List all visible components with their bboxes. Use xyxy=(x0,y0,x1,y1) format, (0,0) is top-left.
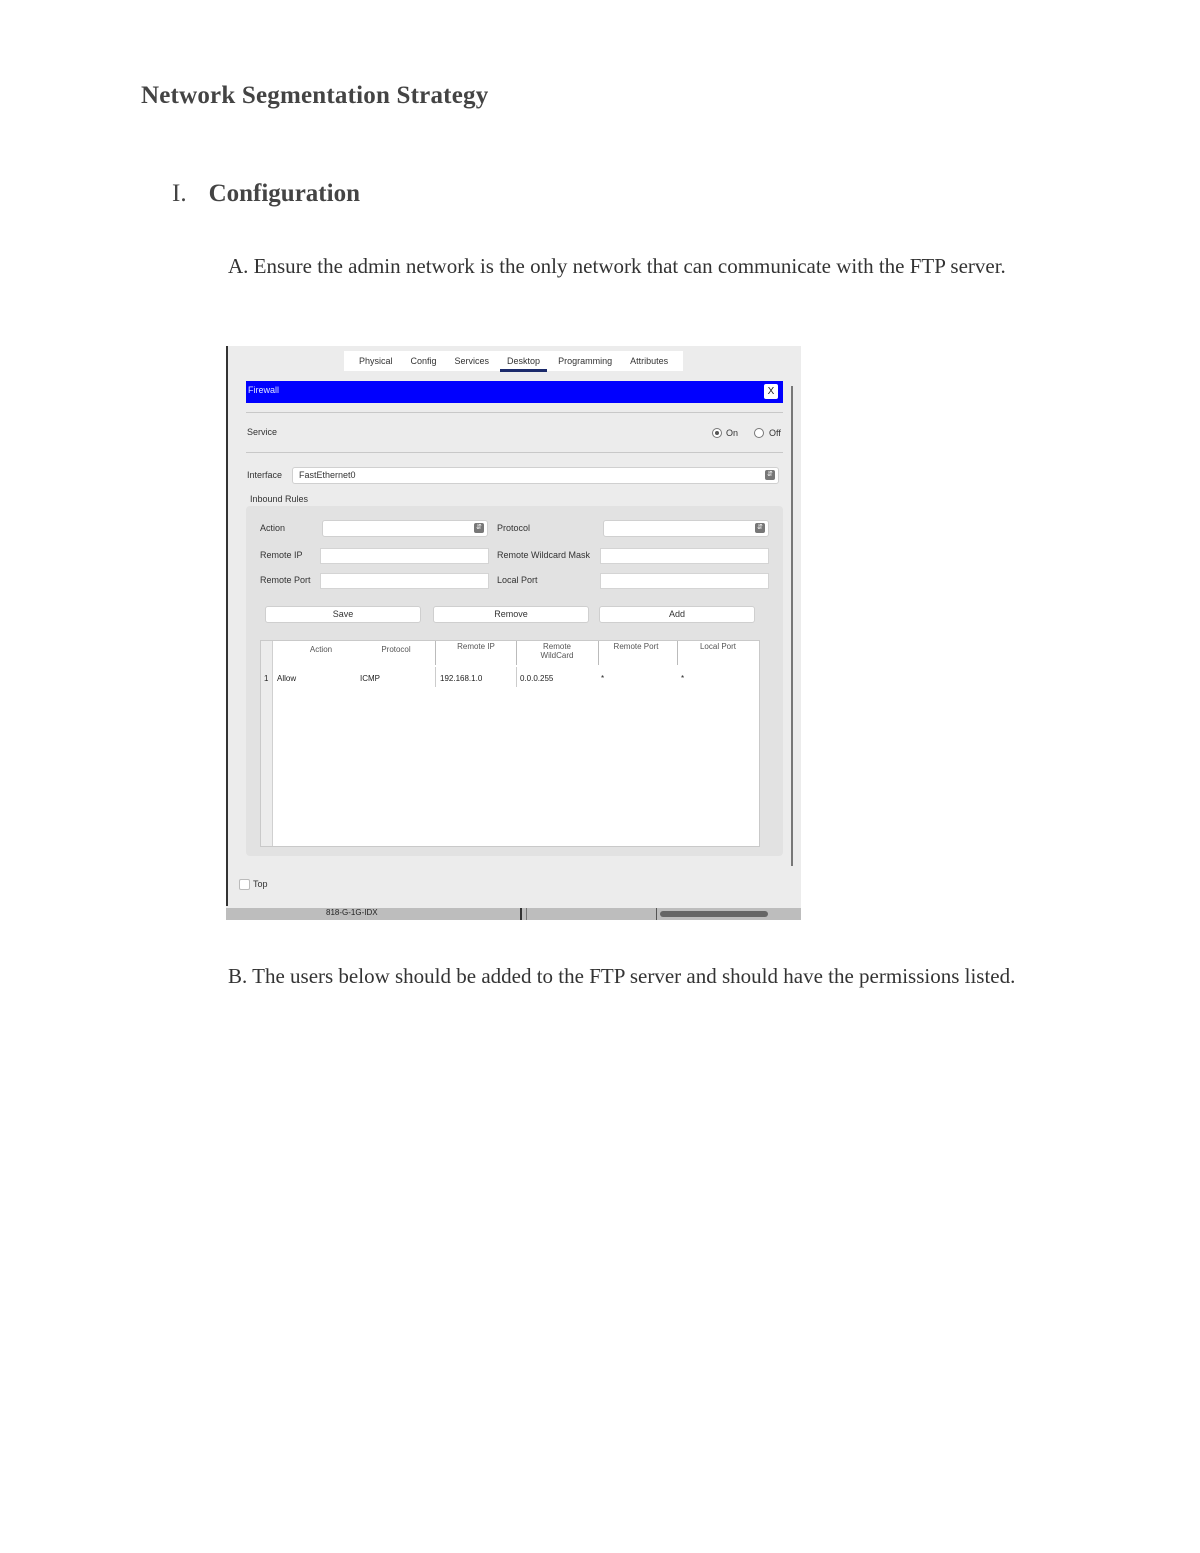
service-label: Service xyxy=(247,427,278,437)
status-bar-text: 818-G-1G-IDX xyxy=(326,908,378,917)
column-divider xyxy=(677,641,678,665)
tab-services[interactable]: Services xyxy=(454,356,490,366)
status-divider xyxy=(656,908,657,920)
status-divider xyxy=(520,908,522,920)
window-edge xyxy=(226,346,228,906)
action-select[interactable] xyxy=(322,520,488,537)
remove-button[interactable]: Remove xyxy=(433,606,589,623)
column-divider xyxy=(435,641,436,665)
row-remote-port: * xyxy=(601,674,605,683)
vertical-scrollbar[interactable] xyxy=(791,386,793,866)
divider xyxy=(246,412,783,413)
firewall-title-bar xyxy=(246,381,783,403)
remote-wildcard-label: Remote Wildcard Mask xyxy=(497,550,591,560)
paragraph-a: A. Ensure the admin network is the only network that can communicate with the FTP server. xyxy=(228,254,1006,278)
local-port-input[interactable] xyxy=(600,573,769,589)
protocol-label: Protocol xyxy=(497,523,531,533)
protocol-select[interactable] xyxy=(603,520,769,537)
column-header-local-port[interactable]: Local Port xyxy=(699,642,737,651)
row-gutter xyxy=(261,641,273,846)
chevron-updown-icon: ⇵ xyxy=(765,470,775,480)
remote-port-input[interactable] xyxy=(320,573,489,589)
row-protocol: ICMP xyxy=(360,674,380,683)
row-index: 1 xyxy=(264,674,269,683)
remote-ip-label: Remote IP xyxy=(260,550,303,560)
tab-desktop[interactable]: Desktop xyxy=(498,351,549,371)
status-divider xyxy=(526,908,527,920)
inbound-rules-label: Inbound Rules xyxy=(250,494,309,504)
close-button[interactable]: X xyxy=(764,384,778,399)
service-off-radio[interactable] xyxy=(754,428,764,438)
column-divider xyxy=(516,641,517,665)
status-bar xyxy=(226,908,801,920)
add-button[interactable]: Add xyxy=(599,606,755,623)
save-button[interactable]: Save xyxy=(265,606,421,623)
row-action: Allow xyxy=(277,674,297,683)
top-checkbox-label: Top xyxy=(253,879,268,889)
tab-programming[interactable]: Programming xyxy=(558,356,613,366)
firewall-title: Firewall xyxy=(248,385,280,395)
row-local-port: * xyxy=(681,674,685,683)
row-remote-ip: 192.168.1.0 xyxy=(440,674,483,683)
column-header-remote-port[interactable]: Remote Port xyxy=(613,642,659,651)
column-header-remote-ip[interactable]: Remote IP xyxy=(457,642,495,651)
column-header-action[interactable]: Action xyxy=(309,645,333,654)
chevron-updown-icon: ⇵ xyxy=(755,523,765,533)
row-wildcard: 0.0.0.255 xyxy=(520,674,554,683)
column-header-protocol[interactable]: Protocol xyxy=(381,645,411,654)
remote-wildcard-input[interactable] xyxy=(600,548,769,564)
interface-value: FastEthernet0 xyxy=(299,470,356,480)
paragraph-b: B. The users below should be added to the FTP server and should have the permissions listed. xyxy=(228,964,1016,988)
section-heading xyxy=(172,180,360,208)
tab-bar xyxy=(344,351,683,371)
action-label: Action xyxy=(260,523,286,533)
tab-attributes[interactable]: Attributes xyxy=(630,356,669,366)
firewall-screenshot xyxy=(226,346,801,920)
chevron-updown-icon: ⇵ xyxy=(474,523,484,533)
interface-select[interactable] xyxy=(292,467,779,484)
service-on-label: On xyxy=(726,428,739,438)
column-divider xyxy=(435,667,436,687)
column-divider xyxy=(598,641,599,665)
section-number: I. xyxy=(172,180,187,207)
remote-port-label: Remote Port xyxy=(260,575,311,585)
tab-physical[interactable]: Physical xyxy=(359,356,393,366)
local-port-label: Local Port xyxy=(497,575,538,585)
service-off-label: Off xyxy=(769,428,781,438)
service-on-radio[interactable] xyxy=(712,428,722,438)
interface-label: Interface xyxy=(247,470,283,480)
column-divider xyxy=(516,667,517,687)
tab-config[interactable]: Config xyxy=(410,356,437,366)
remote-ip-input[interactable] xyxy=(320,548,489,564)
section-title: Configuration xyxy=(208,180,360,207)
column-header-remote-wildcard[interactable]: Remote WildCard xyxy=(540,642,574,660)
rules-table xyxy=(260,640,760,847)
top-checkbox[interactable] xyxy=(239,879,250,890)
document-title: Network Segmentation Strategy xyxy=(141,82,489,109)
horizontal-scrollbar-thumb[interactable] xyxy=(660,911,768,917)
divider xyxy=(246,452,783,453)
